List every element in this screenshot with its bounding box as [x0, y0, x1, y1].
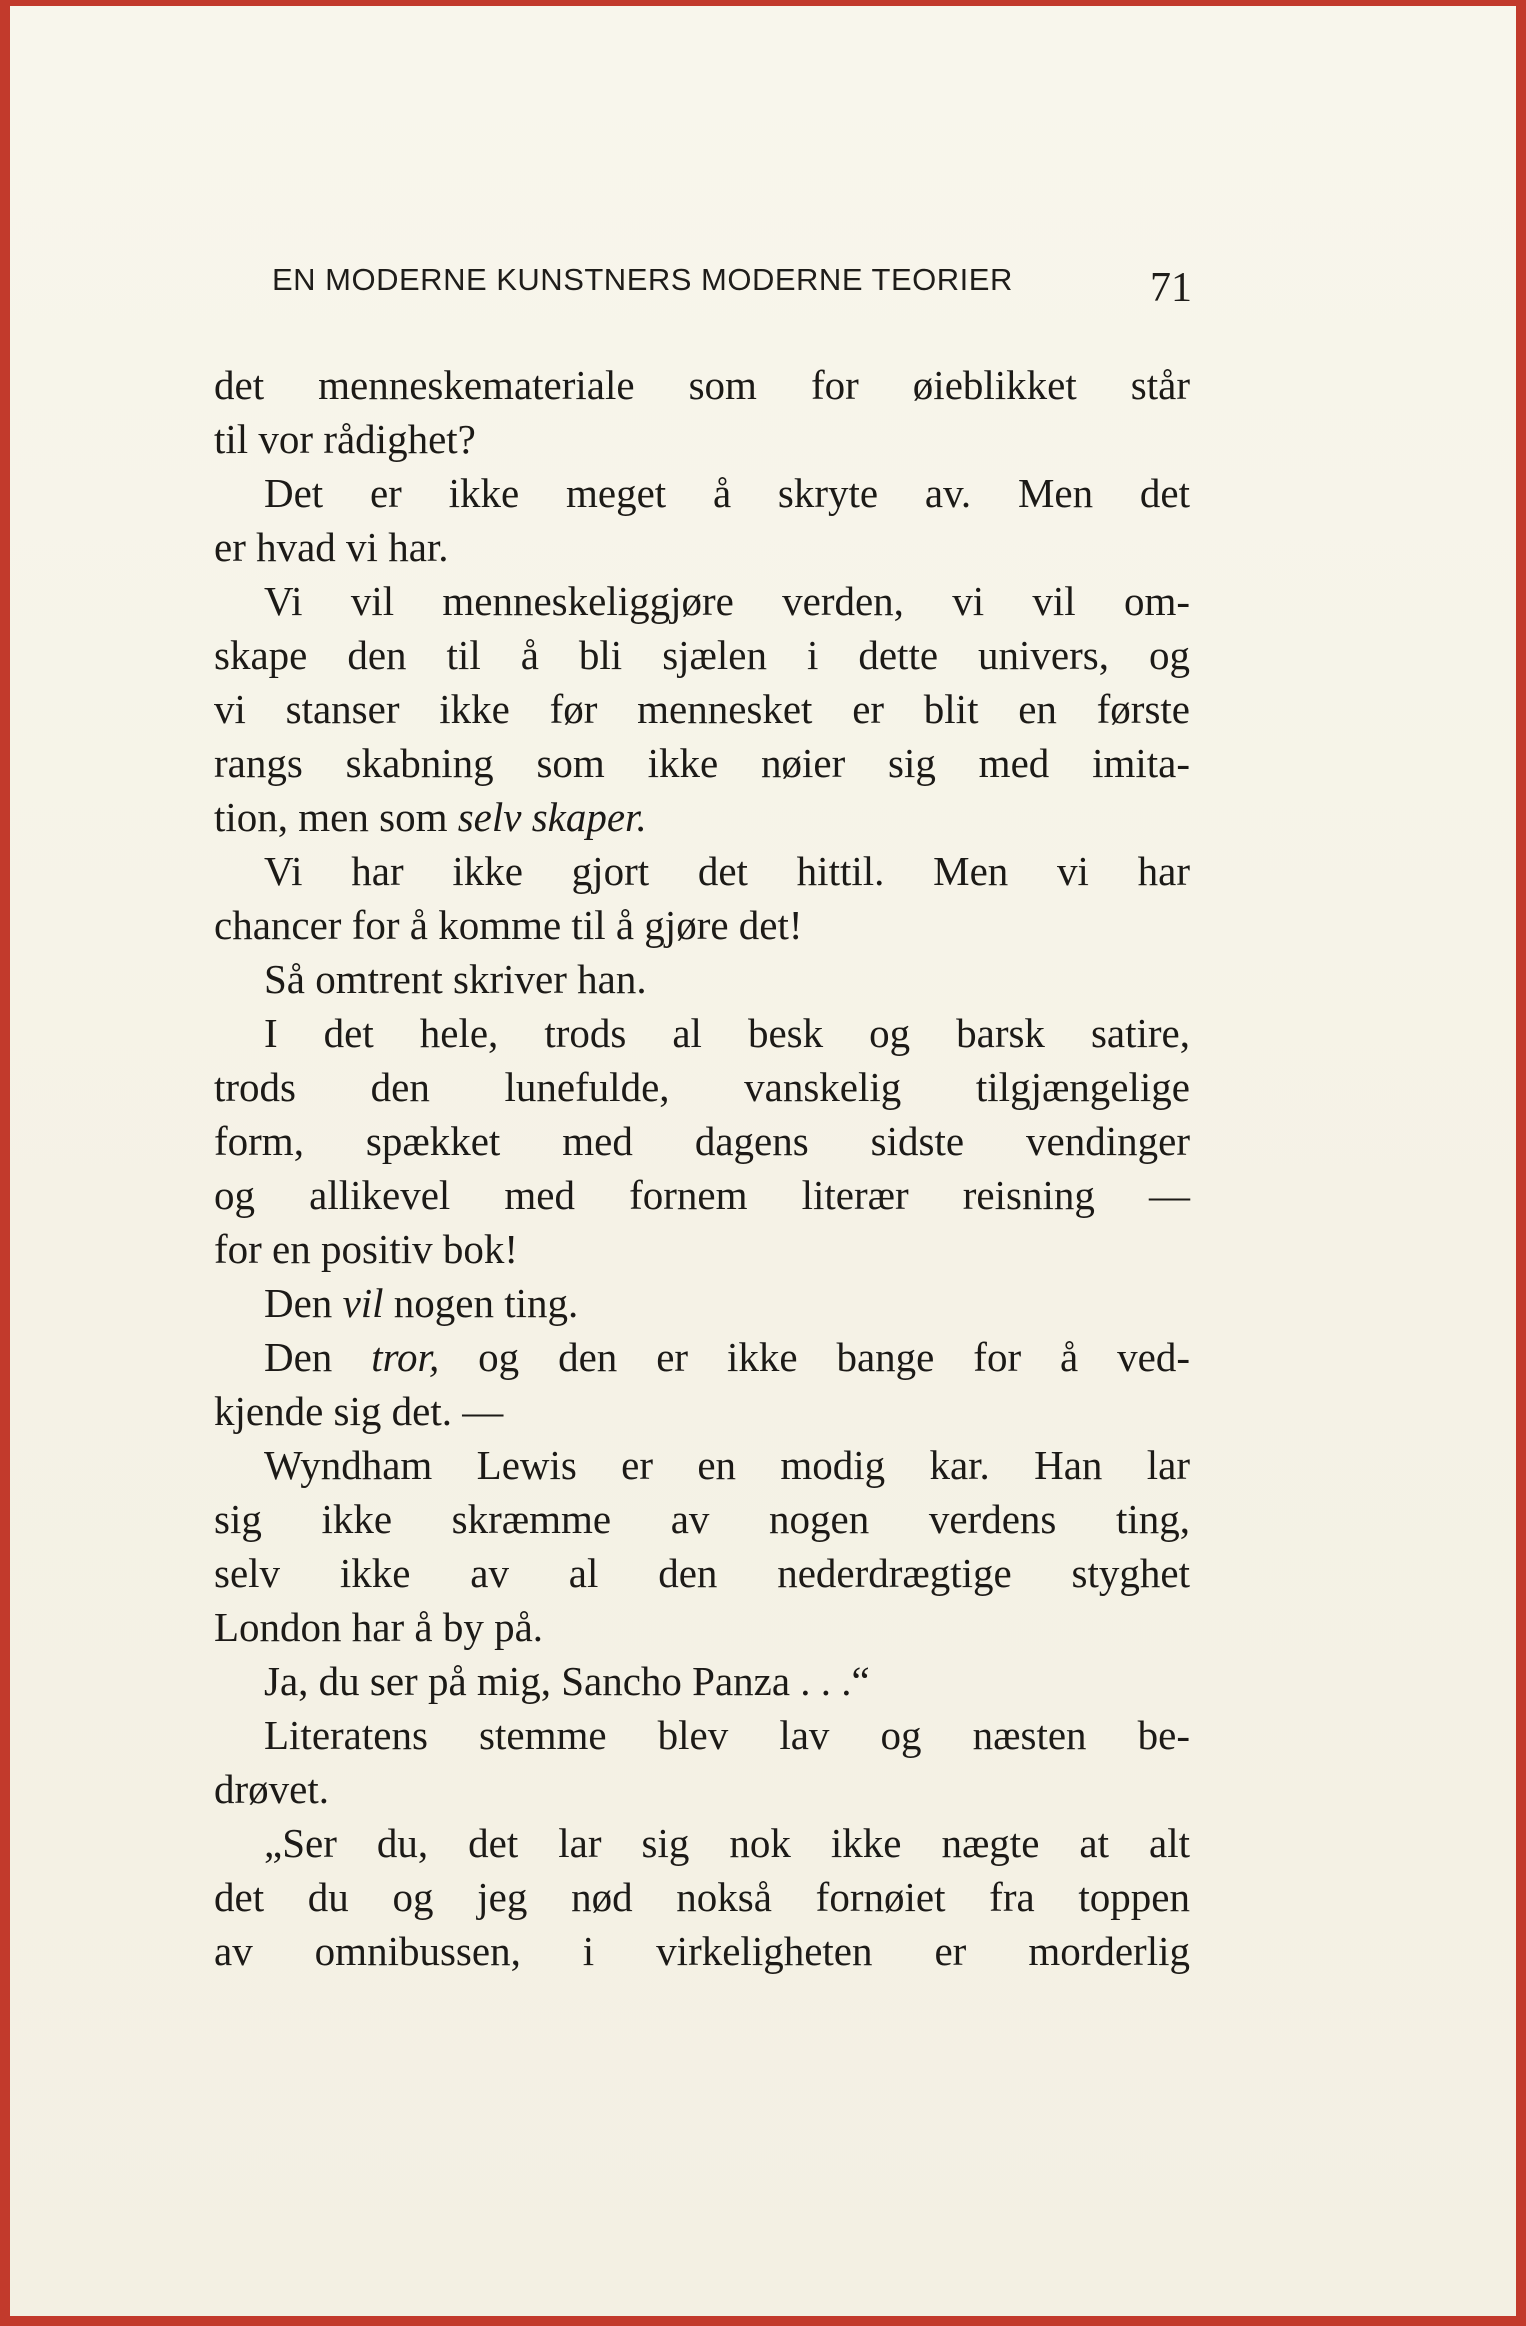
text-line — [214, 790, 1190, 844]
running-head — [272, 256, 1192, 316]
text-line: skape den til å bli sjælen i dette univers, og — [214, 632, 1190, 678]
text-segment: nogen ting. — [383, 1280, 579, 1326]
text-line: for en positiv bok! — [214, 1226, 519, 1272]
text-segment: Den — [264, 1334, 372, 1380]
text-line: „Ser du, det lar sig nok ikke nægte at alt — [264, 1820, 1190, 1866]
text-line: trods den lunefulde, vanskelig tilgjængelige — [214, 1064, 1190, 1110]
text-line: Literatens stemme blev lav og næsten be- — [264, 1712, 1190, 1758]
text-segment: Den — [264, 1280, 343, 1326]
body-text — [214, 358, 1190, 1978]
text-line: selv ikke av al den nederdrægtige styghet — [214, 1550, 1190, 1596]
text-segment: og den er ikke bange for å ved- — [439, 1334, 1190, 1380]
text-line — [214, 1276, 1190, 1330]
text-line: Wyndham Lewis er en modig kar. Han lar — [264, 1442, 1190, 1488]
text-line: er hvad vi har. — [214, 524, 449, 570]
italic-text: vil — [342, 1280, 384, 1326]
italic-text: tror, — [371, 1334, 440, 1380]
text-line: sig ikke skræmme av nogen verdens ting, — [214, 1496, 1190, 1542]
text-line: chancer for å komme til å gjøre det! — [214, 902, 803, 948]
text-line: rangs skabning som ikke nøier sig med imita- — [214, 740, 1190, 786]
running-title: EN MODERNE KUNSTNERS MODERNE TEORIER — [272, 262, 1013, 297]
text-line: og allikevel med fornem literær reisning — — [214, 1172, 1190, 1218]
text-line: til vor rådighet? — [214, 416, 476, 462]
text-line: det du og jeg nød nokså fornøiet fra toppen — [214, 1874, 1190, 1920]
italic-text: selv skaper. — [457, 794, 647, 840]
text-line: Ja, du ser på mig, Sancho Panza . . .“ — [264, 1658, 870, 1704]
text-line: Det er ikke meget å skryte av. Men det — [264, 470, 1190, 516]
text-line — [214, 1330, 1190, 1384]
text-line: av omnibussen, i virkeligheten er morderlig — [214, 1928, 1190, 1974]
text-line: form, spækket med dagens sidste vendinger — [214, 1118, 1190, 1164]
text-line: Så omtrent skriver han. — [264, 956, 647, 1002]
text-line: I det hele, trods al besk og barsk satire, — [264, 1010, 1190, 1056]
text-line: drøvet. — [214, 1766, 329, 1812]
text-line: Vi har ikke gjort det hittil. Men vi har — [264, 848, 1190, 894]
text-line: Vi vil menneskeliggjøre verden, vi vil om- — [264, 578, 1190, 624]
text-line: kjende sig det. — — [214, 1388, 504, 1434]
text-segment: tion, men som — [214, 794, 458, 840]
text-line: London har å by på. — [214, 1604, 544, 1650]
page-number: 71 — [1150, 265, 1192, 311]
text-line: vi stanser ikke før mennesket er blit en første — [214, 686, 1190, 732]
text-line: det menneskemateriale som for øieblikket står — [214, 362, 1190, 408]
